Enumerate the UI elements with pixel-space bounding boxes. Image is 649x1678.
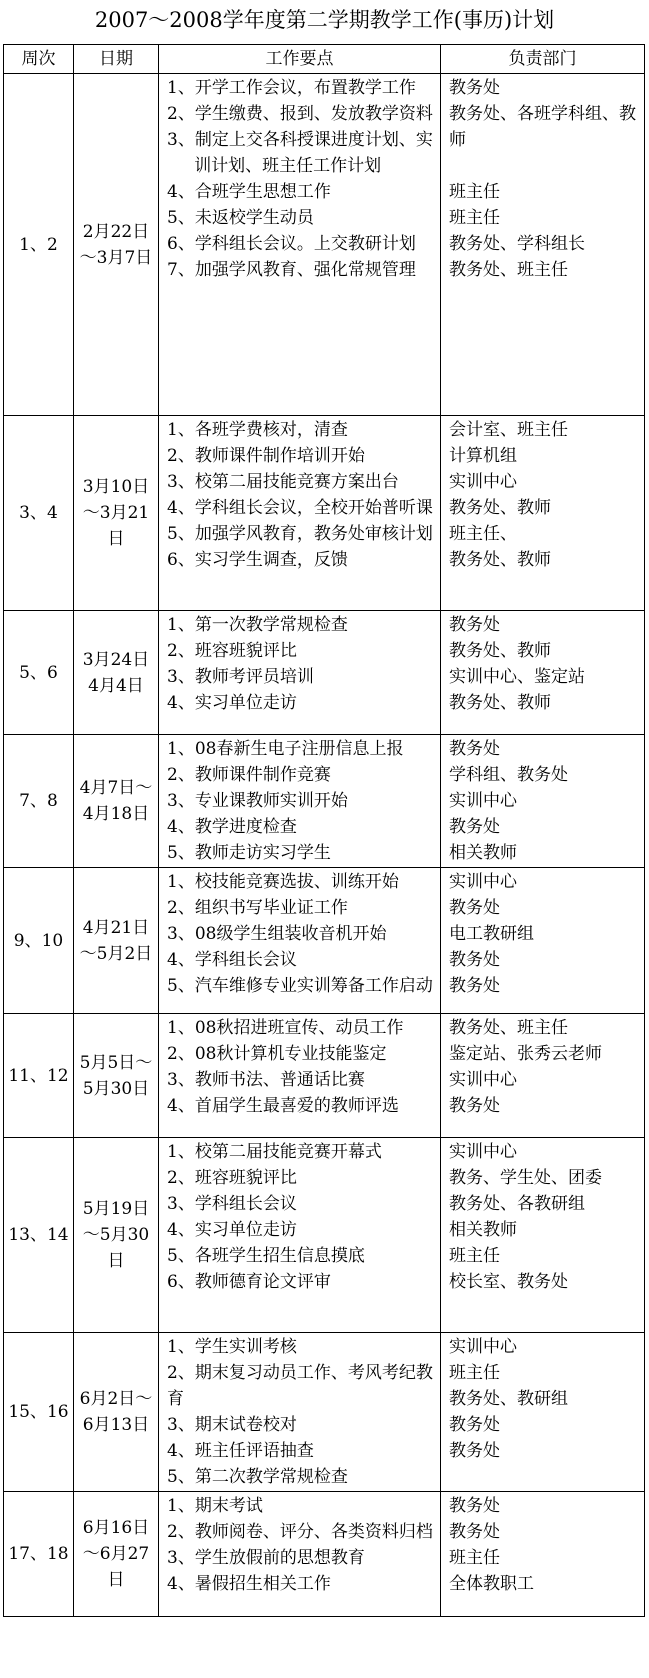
- date-cell: 6月16日～6月27日: [74, 1492, 159, 1617]
- task-item: 2、教师课件制作培训开始: [167, 446, 365, 466]
- header-tasks: 工作要点: [159, 45, 441, 74]
- departments-cell: [441, 735, 645, 868]
- department-item: 实训中心: [449, 1142, 517, 1162]
- department-item: 教务处: [449, 1522, 500, 1542]
- department-item: 班主任: [449, 1246, 500, 1266]
- department-item: 教务处: [449, 615, 500, 635]
- task-item: 5、汽车维修专业实训筹备工作启动: [167, 976, 433, 996]
- task-item: 4、暑假招生相关工作: [167, 1574, 331, 1594]
- department-item: 相关教师: [449, 1220, 517, 1240]
- date-cell: 5月19日～5月30日: [74, 1138, 159, 1333]
- table-row: [4, 74, 645, 416]
- date-cell: 2月22日～3月7日: [74, 74, 159, 416]
- department-item: 教务、学生处、团委: [449, 1168, 602, 1188]
- task-item: 4、合班学生思想工作: [167, 182, 331, 202]
- task-item: 5、各班学生招生信息摸底: [167, 1246, 365, 1266]
- task-item: 4、实习单位走访: [167, 693, 297, 713]
- department-item: 教务处、各班学科组、教师: [449, 104, 636, 150]
- task-item: 3、期末试卷校对: [167, 1415, 297, 1435]
- task-item: 3、教师书法、普通话比赛: [167, 1070, 365, 1090]
- task-item: 4、首届学生最喜爱的教师评选: [167, 1096, 399, 1116]
- department-item: 教务处、教师: [449, 641, 551, 661]
- task-item: 1、第一次教学常规检查: [167, 615, 348, 635]
- department-item: 教务处、教研组: [449, 1389, 568, 1409]
- task-item: 4、学科组长会议: [167, 950, 297, 970]
- department-item: 教务处、教师: [449, 693, 551, 713]
- department-item: 教务处: [449, 898, 500, 918]
- task-item: 2、08秋计算机专业技能鉴定: [167, 1044, 387, 1064]
- task-item: 1、校第二届技能竞赛开幕式: [167, 1142, 382, 1162]
- department-item: 班主任: [449, 208, 500, 228]
- department-item: 实训中心: [449, 1070, 517, 1090]
- task-item: 2、教师阅卷、评分、各类资料归档: [167, 1522, 433, 1542]
- week-cell: 5、6: [4, 611, 74, 735]
- department-item: 教务处、班主任: [449, 260, 568, 280]
- department-item: 班主任: [449, 1363, 500, 1383]
- week-cell: 1、2: [4, 74, 74, 416]
- department-item: [449, 153, 641, 179]
- departments-cell: [441, 1333, 645, 1492]
- department-item: 教务处: [449, 1096, 500, 1116]
- task-item: 5、教师走访实习学生: [167, 843, 331, 863]
- table-row: [4, 416, 645, 611]
- department-item: 相关教师: [449, 843, 517, 863]
- department-item: 班主任、: [449, 524, 517, 544]
- departments-cell: [441, 868, 645, 1014]
- week-cell: 9、10: [4, 868, 74, 1014]
- department-item: 鉴定站、张秀云老师: [449, 1044, 602, 1064]
- departments-cell: [441, 1014, 645, 1138]
- department-item: 学科组、教务处: [449, 765, 568, 785]
- department-item: 实训中心: [449, 1337, 517, 1357]
- tasks-cell: [159, 735, 441, 868]
- task-item: 2、学生缴费、报到、发放教学资料: [167, 104, 433, 124]
- task-item: 1、开学工作会议，布置教学工作: [167, 78, 416, 98]
- date-cell: 3月24日 4月4日: [74, 611, 159, 735]
- task-item: 4、学科组长会议，全校开始普听课: [167, 498, 433, 518]
- department-item: 教务处、班主任: [449, 1018, 568, 1038]
- task-item: 4、实习单位走访: [167, 1220, 297, 1240]
- date-cell: 4月7日～4月18日: [74, 735, 159, 868]
- week-cell: 11、12: [4, 1014, 74, 1138]
- schedule-body: [4, 74, 645, 1617]
- departments-cell: [441, 1138, 645, 1333]
- header-date: 日期: [74, 45, 159, 74]
- department-item: 全体教职工: [449, 1574, 534, 1594]
- task-item: 6、实习学生调查，反馈: [167, 550, 348, 570]
- task-item: 3、教师考评员培训: [167, 667, 314, 687]
- table-row: [4, 1138, 645, 1333]
- date-cell: 3月10日～3月21日: [74, 416, 159, 611]
- task-item: 5、未返校学生动员: [167, 208, 314, 228]
- week-cell: 3、4: [4, 416, 74, 611]
- department-item: 实训中心: [449, 791, 517, 811]
- week-cell: 15、16: [4, 1333, 74, 1492]
- table-row: [4, 735, 645, 868]
- department-item: 教务处: [449, 1496, 500, 1516]
- department-item: 教务处: [449, 1415, 500, 1435]
- tasks-cell: [159, 1492, 441, 1617]
- week-cell: 17、18: [4, 1492, 74, 1617]
- tasks-cell: [159, 611, 441, 735]
- week-cell: 7、8: [4, 735, 74, 868]
- department-item: 实训中心: [449, 872, 517, 892]
- tasks-cell: [159, 1014, 441, 1138]
- header-week: 周次: [4, 45, 74, 74]
- department-item: 教务处: [449, 950, 500, 970]
- task-item: 5、第二次教学常规检查: [167, 1467, 348, 1487]
- department-item: 会计室、班主任: [449, 420, 568, 440]
- department-item: 校长室、教务处: [449, 1272, 568, 1292]
- task-item: 1、期末考试: [167, 1496, 263, 1516]
- task-item: 3、专业课教师实训开始: [167, 791, 348, 811]
- departments-cell: [441, 416, 645, 611]
- task-item: 6、学科组长会议。上交教研计划: [167, 234, 416, 254]
- tasks-cell: [159, 1138, 441, 1333]
- header-row: [4, 45, 645, 74]
- task-item: 3、校第二届技能竞赛方案出台: [167, 472, 399, 492]
- task-item: 2、教师课件制作竞赛: [167, 765, 331, 785]
- department-item: 教务处: [449, 817, 500, 837]
- departments-cell: [441, 74, 645, 416]
- department-item: 教务处: [449, 739, 500, 759]
- task-item: 1、学生实训考核: [167, 1337, 297, 1357]
- date-cell: 4月21日～5月2日: [74, 868, 159, 1014]
- task-item: 1、各班学费核对，清查: [167, 420, 348, 440]
- task-item: 1、08春新生电子注册信息上报: [167, 739, 404, 759]
- department-item: 教务处: [449, 976, 500, 996]
- task-item: 7、加强学风教育、强化常规管理: [167, 260, 416, 280]
- task-item: 1、校技能竞赛选拔、训练开始: [167, 872, 399, 892]
- schedule-table: [3, 44, 645, 1617]
- department-item: 教务处、教师: [449, 550, 551, 570]
- table-row: [4, 1014, 645, 1138]
- departments-cell: [441, 611, 645, 735]
- departments-cell: [441, 1492, 645, 1617]
- task-item: 3、制定上交各科授课进度计划、实训计划、班主任工作计划: [167, 130, 433, 176]
- task-item: 2、班容班貌评比: [167, 641, 297, 661]
- department-item: 电工教研组: [449, 924, 534, 944]
- task-item: 6、教师德育论文评审: [167, 1272, 331, 1292]
- task-item: 2、班容班貌评比: [167, 1168, 297, 1188]
- department-item: 实训中心、鉴定站: [449, 667, 585, 687]
- table-row: [4, 1333, 645, 1492]
- document-title: 2007～2008学年度第二学期教学工作(事历)计划: [94, 8, 555, 32]
- task-item: 5、加强学风教育，教务处审核计划: [167, 524, 433, 544]
- tasks-cell: [159, 1333, 441, 1492]
- task-item: 1、08秋招进班宣传、动员工作: [167, 1018, 404, 1038]
- department-item: 教务处: [449, 78, 500, 98]
- department-item: 计算机组: [449, 446, 517, 466]
- department-item: 班主任: [449, 1548, 500, 1568]
- tasks-cell: [159, 416, 441, 611]
- header-departments: 负责部门: [441, 45, 645, 74]
- date-cell: 6月2日～6月13日: [74, 1333, 159, 1492]
- department-item: 教务处、各教研组: [449, 1194, 585, 1214]
- week-cell: 13、14: [4, 1138, 74, 1333]
- department-item: 实训中心: [449, 472, 517, 492]
- department-item: 教务处、学科组长: [449, 234, 585, 254]
- task-item: 2、组织书写毕业证工作: [167, 898, 348, 918]
- task-item: 3、学科组长会议: [167, 1194, 297, 1214]
- task-item: 3、08级学生组装收音机开始: [167, 924, 387, 944]
- department-item: 班主任: [449, 182, 500, 202]
- task-item: 4、教学进度检查: [167, 817, 297, 837]
- date-cell: 5月5日～5月30日: [74, 1014, 159, 1138]
- table-row: [4, 611, 645, 735]
- tasks-cell: [159, 74, 441, 416]
- task-item: 3、学生放假前的思想教育: [167, 1548, 365, 1568]
- task-item: 2、期末复习动员工作、考风考纪教育: [167, 1363, 433, 1409]
- department-item: 教务处: [449, 1441, 500, 1461]
- table-row: [4, 868, 645, 1014]
- task-item: 4、班主任评语抽查: [167, 1441, 314, 1461]
- department-item: 教务处、教师: [449, 498, 551, 518]
- tasks-cell: [159, 868, 441, 1014]
- table-row: [4, 1492, 645, 1617]
